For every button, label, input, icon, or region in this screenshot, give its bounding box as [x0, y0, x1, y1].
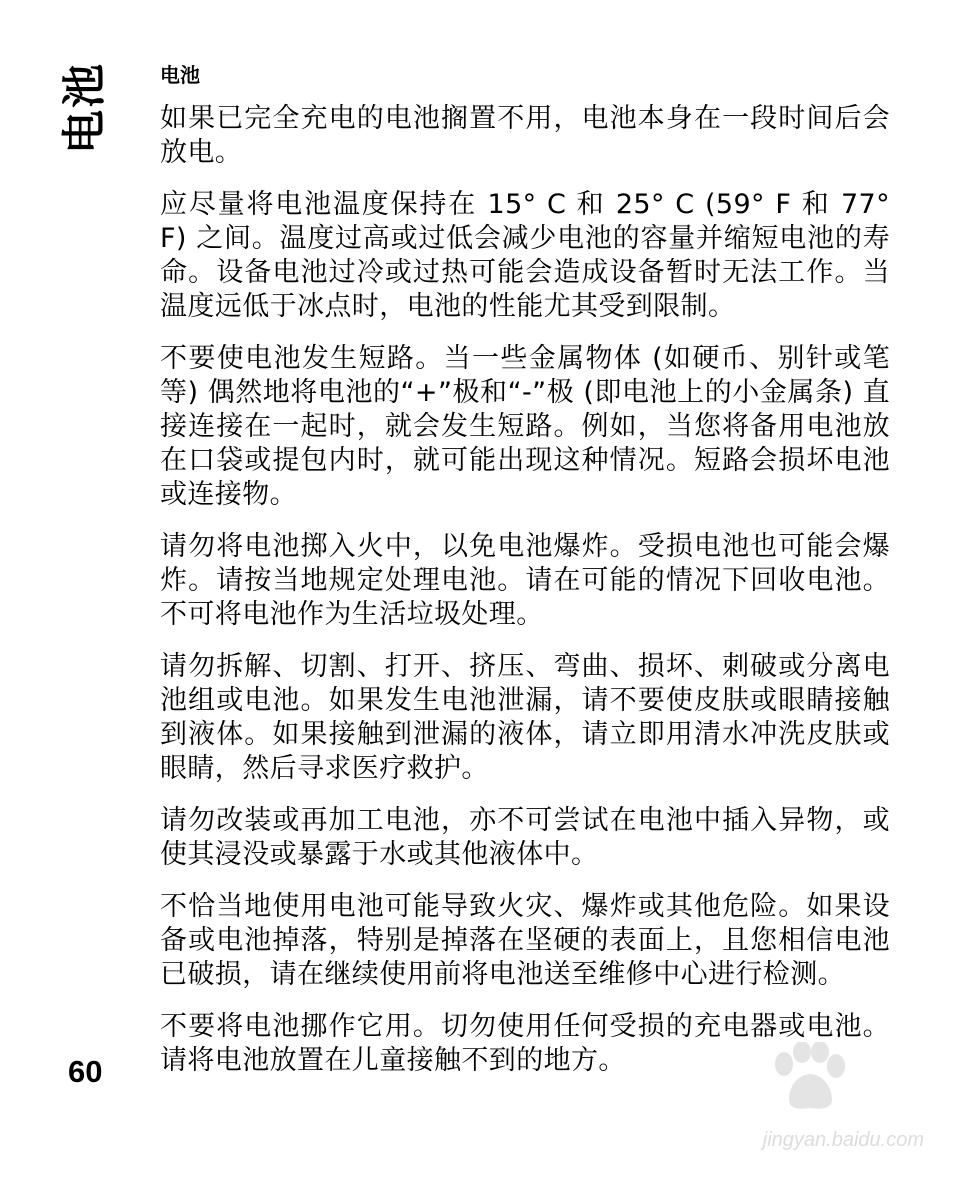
paragraph: 不要使电池发生短路。当一些金属物体 (如硬币、别针或笔等) 偶然地将电池的“+”极和“-”极 (即电池上的小金属条) 直接连接在一起时，就会发生短路。例如，当您将备用电池放在口袋或提包内时，就可能出现这种情况。短路会损坏电池或连接物。 [160, 343, 890, 510]
paragraph: 请勿将电池掷入火中，以免电池爆炸。受损电池也可能会爆炸。请按当地规定处理电池。请在可能的情况下回收电池。不可将电池作为生活垃圾处理。 [160, 531, 890, 630]
watermark-text: jingyan.baidu.com [762, 1129, 924, 1151]
side-section-title-text: 电池 [59, 62, 110, 154]
paragraph: 如果已完全充电的电池搁置不用，电池本身在一段时间后会放电。 [160, 103, 890, 168]
page-content [160, 58, 890, 1096]
baidu-paw-icon [764, 1042, 854, 1112]
paragraph: 不恰当地使用电池可能导致火灾、爆炸或其他危险。如果设备或电池掉落，特别是掉落在坚硬的表面上，且您相信电池已破损，请在继续使用前将电池送至维修中心进行检测。 [160, 891, 890, 990]
section-heading: 电池 [160, 63, 200, 87]
paragraph: 应尽量将电池温度保持在 15° C 和 25° C (59° F 和 77° F) 之间。温度过高或过低会减少电池的容量并缩短电池的寿命。设备电池过冷或过热可能会造成设备暂时无法工作。当温度远低于冰点时，电池的性能尤其受到限制。 [160, 189, 890, 322]
paragraph: 请勿拆解、切割、打开、挤压、弯曲、损坏、刺破或分离电池组或电池。如果发生电池泄漏，请不要使皮肤或眼睛接触到液体。如果接触到泄漏的液体，请立即用清水冲洗皮肤或眼睛，然后寻求医疗救护。 [160, 651, 890, 784]
page-number: 60 [68, 1054, 103, 1089]
paragraph: 请勿改装或再加工电池，亦不可尝试在电池中插入异物，或使其浸没或暴露于水或其他液体中。 [160, 805, 890, 870]
watermark [694, 1042, 924, 1152]
side-section-title [60, 60, 110, 156]
paragraph: 不要将电池挪作它用。切勿使用任何受损的充电器或电池。请将电池放置在儿童接触不到的地方。 [160, 1011, 890, 1076]
